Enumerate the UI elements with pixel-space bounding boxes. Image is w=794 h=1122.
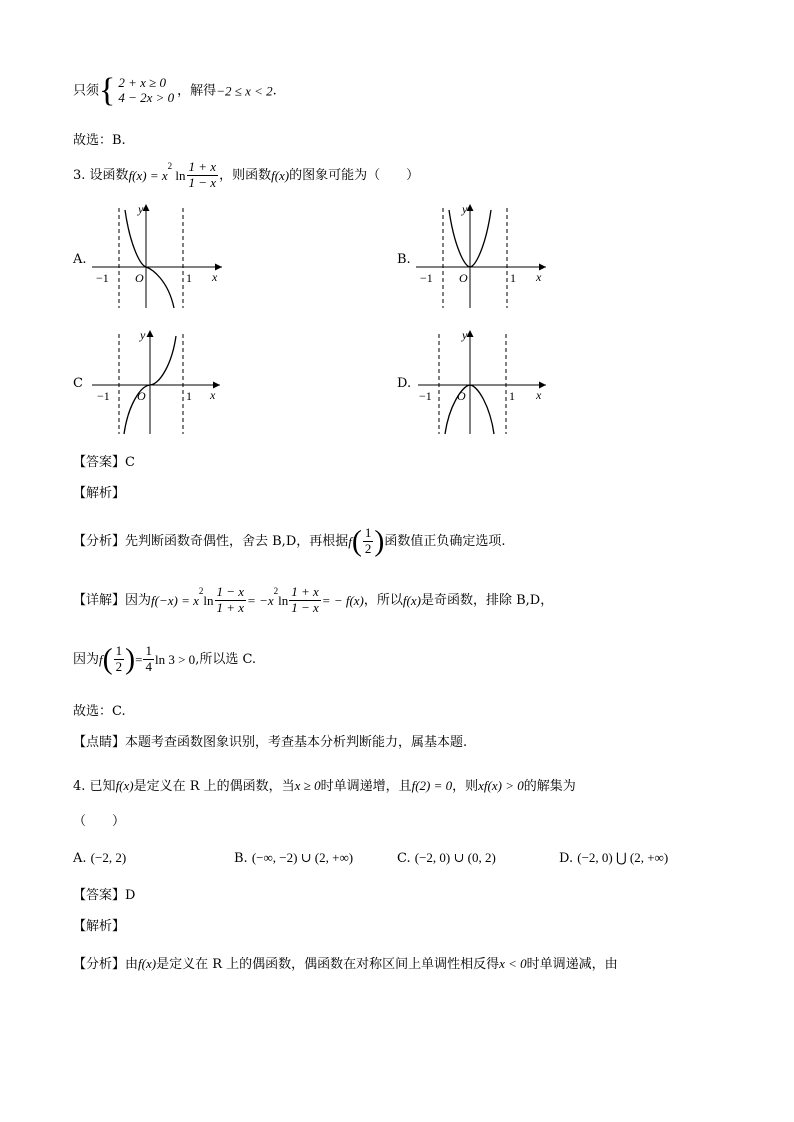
analysis-3-heading: 【解析】: [73, 486, 126, 501]
y-axis-label: y: [140, 328, 146, 342]
option-a-label: A.: [73, 252, 87, 267]
tick-minus-one: −1: [97, 389, 110, 403]
condition-line: 只须{ 2 + x ≥ 0 4 − 2x > 0 ，解得−2 ≤ x < 2.: [73, 72, 277, 109]
analysis-3: 【分析】先判断函数奇偶性，舍去 B,D，再根据f( $\frac{1}{2}$ )函数值正负确定选项.: [73, 524, 506, 558]
x-axis-label: x: [210, 388, 216, 402]
choose-line: 故选：B.: [73, 133, 126, 148]
origin-label: O: [135, 271, 144, 285]
tick-one: 1: [510, 271, 516, 285]
y-axis-label: y: [462, 202, 468, 216]
origin-label: O: [137, 389, 146, 403]
analysis-4: 【分析】由f(x)是定义在 R 上的偶函数，偶函数在对称区间上单调性相反得x < 0时单调递减，由: [73, 956, 618, 972]
question-4: 4. 已知f(x)是定义在 R 上的偶函数，当x ≥ 0时单调递增，且f(2) = 0，则xf(x) > 0的解集为: [73, 778, 576, 794]
option-b-label: B.: [397, 252, 411, 267]
graph-a: [92, 200, 232, 310]
tick-minus-one: −1: [96, 271, 109, 285]
q3-fraction: $\frac{1 + x}{1 - x}$: [188, 159, 217, 190]
answer-3: 【答案】C: [73, 455, 135, 470]
choose-line-2: 故选：C.: [73, 704, 126, 719]
question-4-paren: （ ）: [73, 814, 126, 829]
detail-3b: 因为f( $\frac{1}{2}$ )= $\frac{1}{4}$ ln 3 > 0,所以选 C.: [73, 642, 257, 676]
question-3: 3. 设函数$f(x) = x^2$ ln $\frac{1 + x}{1 - x}$ ，则函数f(x)的图象可能为（ ）: [73, 159, 420, 190]
graph-c: [92, 326, 232, 436]
tick-one: 1: [186, 271, 192, 285]
comment-3: 【点睛】本题考查函数图象识别，考查基本分析判断能力，属基本题.: [73, 735, 468, 750]
option-d-label: D.: [397, 376, 412, 391]
graph-d: [418, 326, 558, 436]
left-brace: {: [99, 72, 116, 109]
detail-3: 【详解】因为$f(-x) = x^2\ln$ $\frac{1 - x}{1 + x}$ = $-x^2\ln$ $\frac{1 + x}{1 - x}$ = − f(x)，所以f(x)是奇函数，排除 B,D，: [73, 584, 554, 615]
graph-b: [416, 200, 556, 310]
origin-label: O: [459, 271, 468, 285]
tick-minus-one: −1: [420, 271, 433, 285]
tick-one: 1: [186, 389, 192, 403]
option-4d: D. (−2, 0) ⋃ (2, +∞): [559, 850, 669, 866]
origin-label: O: [457, 389, 466, 403]
analysis-4-heading: 【解析】: [73, 919, 126, 934]
option-4b: B. (−∞, −2) ∪ (2, +∞): [234, 850, 354, 866]
x-axis-label: x: [212, 270, 218, 284]
y-axis-label: y: [462, 328, 468, 342]
option-4a: A. (−2, 2): [73, 850, 127, 866]
tick-one: 1: [509, 389, 515, 403]
y-axis-label: y: [138, 202, 144, 216]
system-conditions: 2 + x ≥ 0 4 − 2x > 0: [118, 75, 175, 105]
x-axis-label: x: [536, 270, 542, 284]
x-axis-label: x: [536, 388, 542, 402]
option-c-label: C: [73, 376, 83, 391]
answer-4: 【答案】D: [73, 888, 136, 903]
tick-minus-one: −1: [419, 389, 432, 403]
option-4c: C. (−2, 0) ∪ (0, 2): [397, 850, 496, 866]
